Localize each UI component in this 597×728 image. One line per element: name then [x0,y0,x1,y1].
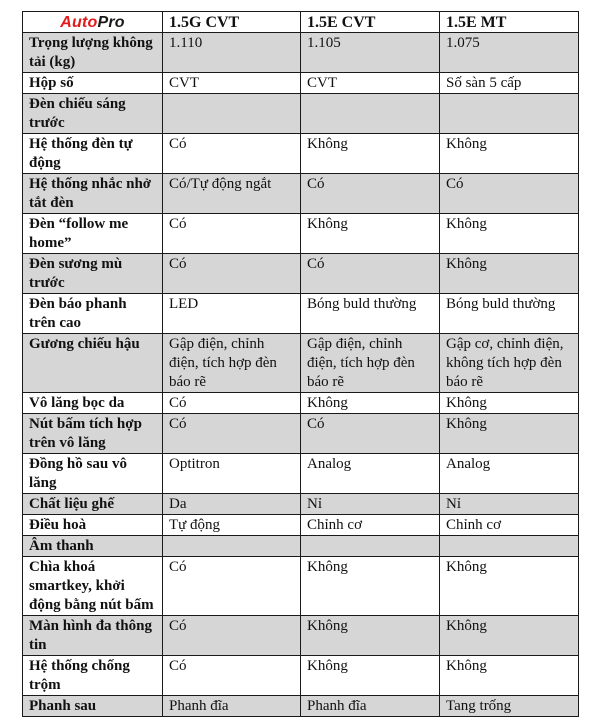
spec-value: Gập cơ, chỉnh điện, không tích hợp đèn báo rẽ [440,334,579,393]
spec-value: Có [440,174,579,214]
column-header: 1.5E CVT [301,12,440,33]
feature-label: Hệ thống đèn tự động [23,134,163,174]
table-row [23,73,579,94]
feature-label: Nút bấm tích hợp trên vô lăng [23,414,163,454]
spec-value: Analog [440,454,579,494]
spec-value: Không [301,557,440,616]
spec-value: Không [301,616,440,656]
spec-value: LED [163,294,301,334]
spec-value [301,536,440,557]
spec-value: Có [301,254,440,294]
spec-value: Bóng buld thường [301,294,440,334]
spec-value: Có [301,414,440,454]
spec-value: Tang trống [440,696,579,717]
spec-value: Chỉnh cơ [301,515,440,536]
spec-value: Có [163,214,301,254]
spec-value: Không [440,616,579,656]
feature-label: Âm thanh [23,536,163,557]
table-row [23,454,579,494]
spec-value: Nỉ [440,494,579,515]
spec-value: Không [440,134,579,174]
table-row [23,334,579,393]
spec-value: Không [301,214,440,254]
spec-table [22,11,579,717]
spec-value: Không [440,414,579,454]
feature-label: Hệ thống nhắc nhở tắt đèn [23,174,163,214]
feature-label: Đèn “follow me home” [23,214,163,254]
spec-value [440,94,579,134]
spec-value: Không [440,656,579,696]
table-row [23,494,579,515]
logo-cell [23,12,163,33]
spec-value [440,536,579,557]
spec-value [301,94,440,134]
spec-value: Có/Tự động ngắt [163,174,301,214]
feature-label: Vô lăng bọc da [23,393,163,414]
table-row [23,294,579,334]
table-row [23,94,579,134]
spec-value: Có [163,616,301,656]
logo-wordmark: AutoPro [60,13,125,31]
spec-value: 1.105 [301,33,440,73]
feature-label: Gương chiếu hậu [23,334,163,393]
spec-value: Tự động [163,515,301,536]
feature-label: Chất liệu ghế [23,494,163,515]
feature-label: Đèn chiếu sáng trước [23,94,163,134]
feature-label: Đồng hồ sau vô lăng [23,454,163,494]
spec-value: Có [163,134,301,174]
spec-value: Analog [301,454,440,494]
spec-value [163,94,301,134]
spec-value: Chỉnh cơ [440,515,579,536]
spec-value: Không [301,134,440,174]
spec-value: Gập điện, chỉnh điện, tích hợp đèn báo rẽ [301,334,440,393]
table-row [23,515,579,536]
spec-value: Không [440,214,579,254]
spec-table-wrapper [22,11,579,717]
column-header: 1.5G CVT [163,12,301,33]
feature-label: Phanh sau [23,696,163,717]
spec-value: Không [440,254,579,294]
spec-value: 1.075 [440,33,579,73]
feature-label: Đèn sương mù trước [23,254,163,294]
spec-value: Phanh đĩa [163,696,301,717]
spec-value: Số sàn 5 cấp [440,73,579,94]
header-row [23,12,579,33]
spec-value: 1.110 [163,33,301,73]
spec-value: Bóng buld thường [440,294,579,334]
spec-value: Có [163,414,301,454]
spec-value: Có [163,557,301,616]
spec-value: Không [440,393,579,414]
table-row [23,214,579,254]
feature-label: Hộp số [23,73,163,94]
spec-value: CVT [301,73,440,94]
table-row [23,616,579,656]
spec-value: Da [163,494,301,515]
spec-value: Có [163,254,301,294]
table-row [23,656,579,696]
spec-value: Gập điện, chỉnh điện, tích hợp đèn báo rẽ [163,334,301,393]
spec-value: CVT [163,73,301,94]
table-row [23,254,579,294]
feature-label: Đèn báo phanh trên cao [23,294,163,334]
table-row [23,393,579,414]
autopro-logo [29,13,156,31]
spec-value: Không [301,393,440,414]
spec-value: Có [301,174,440,214]
feature-label: Chìa khoá smartkey, khởi động bằng nút bấm [23,557,163,616]
table-row [23,414,579,454]
table-row [23,696,579,717]
spec-value: Phanh đĩa [301,696,440,717]
spec-value: Nỉ [301,494,440,515]
column-header: 1.5E MT [440,12,579,33]
spec-value: Có [163,393,301,414]
spec-value: Không [301,656,440,696]
table-row [23,536,579,557]
spec-value: Có [163,656,301,696]
feature-label: Hệ thống chống trộm [23,656,163,696]
feature-label: Điều hoà [23,515,163,536]
spec-value [163,536,301,557]
table-row [23,33,579,73]
feature-label: Trọng lượng không tải (kg) [23,33,163,73]
table-row [23,134,579,174]
spec-value: Optitron [163,454,301,494]
spec-value: Không [440,557,579,616]
table-row [23,174,579,214]
table-row [23,557,579,616]
feature-label: Màn hình đa thông tin [23,616,163,656]
